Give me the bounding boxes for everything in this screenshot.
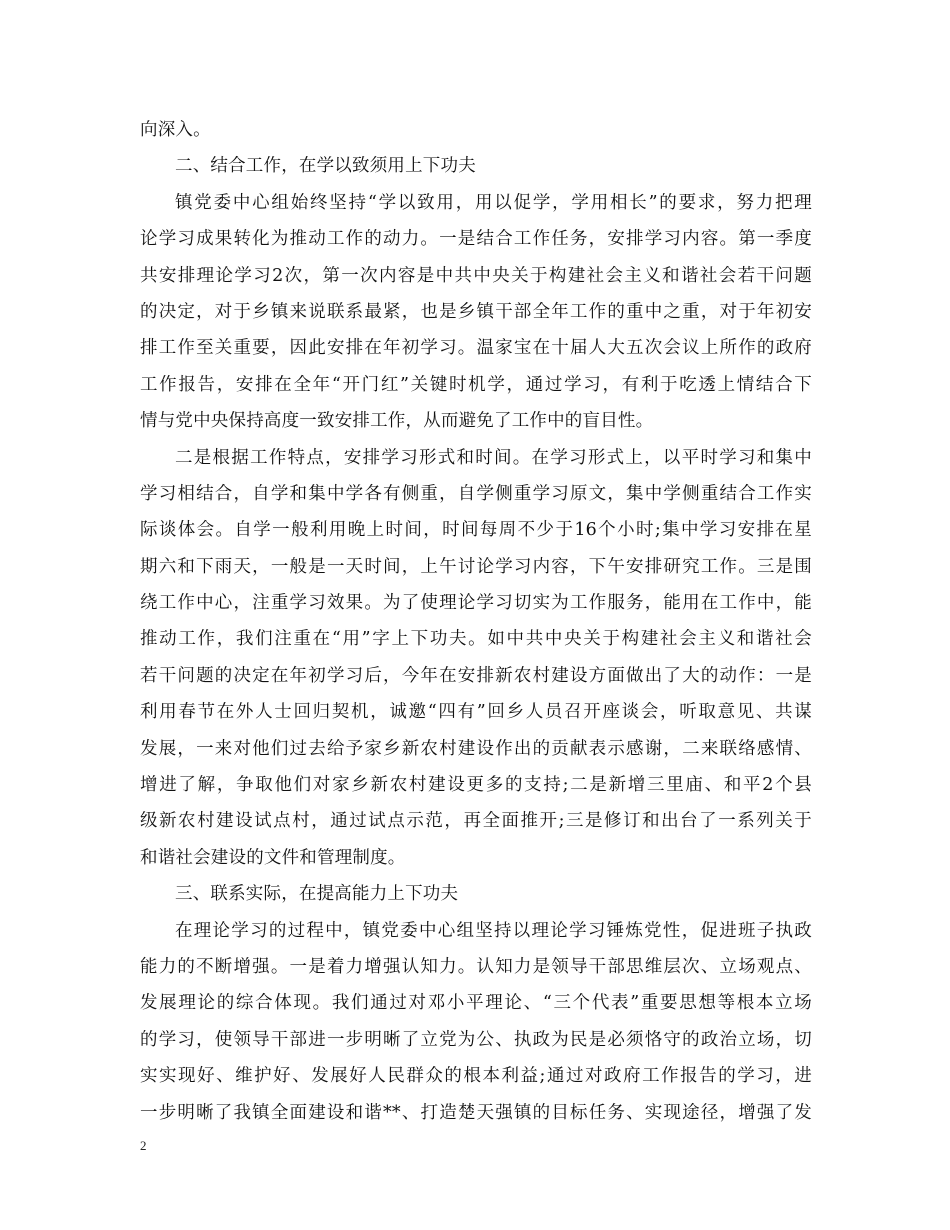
paragraph-line: 绕工作中心，注重学习效果。为了使理论学习切实为工作服务，能用在工作中，能 xyxy=(140,593,812,614)
paragraph-line: 二是根据工作特点，安排学习形式和时间。在学习形式上，以平时学习和集中 xyxy=(175,447,812,468)
paragraph-line: 利用春节在外人士回归契机，诚邀“四有”回乡人员召开座谈会，听取意见、共谋 xyxy=(140,702,812,723)
paragraph-line: 增进了解，争取他们对家乡新农村建设更多的支持;二是新增三里庙、和平2个县 xyxy=(140,775,812,796)
paragraph-line: 实实现好、维护好、发展好人民群众的根本利益;通过对政府工作报告的学习，进 xyxy=(140,1066,812,1087)
document-body xyxy=(140,112,812,1131)
paragraph-line: 发展理论的综合体现。我们通过对邓小平理论、“三个代表”重要思想等根本立场 xyxy=(140,993,812,1014)
paragraph-line: 向深入。 xyxy=(140,120,211,140)
paragraph-line: 工作报告，安排在全年“开门红”关键时机学，通过学习，有利于吃透上情结合下 xyxy=(140,374,812,395)
paragraph-line: 级新农村建设试点村，通过试点示范，再全面推开;三是修订和出台了一系列关于 xyxy=(140,811,812,832)
section-heading: 三、联系实际，在提高能力上下功夫 xyxy=(175,884,459,905)
paragraph-line: 期六和下雨天，一般是一天时间，上午讨论学习内容，下午安排研究工作。三是围 xyxy=(140,556,812,577)
paragraph-line: 推动工作，我们注重在“用”字上下功夫。如中共中央关于构建社会主义和谐社会 xyxy=(140,629,812,650)
paragraph-line: 论学习成果转化为推动工作的动力。一是结合工作任务，安排学习内容。第一季度 xyxy=(140,229,812,250)
paragraph-line: 发展，一来对他们过去给予家乡新农村建设作出的贡献表示感谢，二来联络感情、 xyxy=(140,738,812,759)
paragraph-line: 若干问题的决定在年初学习后，今年在安排新农村建设方面做出了大的动作：一是 xyxy=(140,665,812,686)
paragraph-line: 学习相结合，自学和集中学各有侧重，自学侧重学习原文，集中学侧重结合工作实 xyxy=(140,483,812,504)
paragraph-line: 的决定，对于乡镇来说联系最紧，也是乡镇干部全年工作的重中之重，对于年初安 xyxy=(140,301,812,322)
paragraph-line: 排工作至关重要，因此安排在年初学习。温家宝在十届人大五次会议上所作的政府 xyxy=(140,338,812,359)
paragraph-line: 和谐社会建设的文件和管理制度。 xyxy=(140,847,406,868)
paragraph-line: 的学习，使领导干部进一步明晰了立党为公、执政为民是必须恪守的政治立场，切 xyxy=(140,1029,812,1050)
paragraph-line: 镇党委中心组始终坚持“学以致用，用以促学，学用相长”的要求，努力把理 xyxy=(175,192,812,213)
section-heading: 二、结合工作，在学以致须用上下功夫 xyxy=(175,156,476,177)
paragraph-line: 情与党中央保持高度一致安排工作，从而避免了工作中的盲目性。 xyxy=(140,411,654,432)
paragraph-line: 在理论学习的过程中，镇党委中心组坚持以理论学习锤炼党性，促进班子执政 xyxy=(175,920,812,941)
page-number: 2 xyxy=(140,1138,147,1153)
paragraph-line: 共安排理论学习2次，第一次内容是中共中央关于构建社会主义和谐社会若干问题 xyxy=(140,265,812,286)
paragraph-line: 能力的不断增强。一是着力增强认知力。认知力是领导干部思维层次、立场观点、 xyxy=(140,956,812,977)
paragraph-line: 一步明晰了我镇全面建设和谐**、打造楚天强镇的目标任务、实现途径，增强了发 xyxy=(140,1102,812,1123)
paragraph-line: 际谈体会。自学一般利用晚上时间，时间每周不少于16个小时;集中学习安排在星 xyxy=(140,520,812,541)
